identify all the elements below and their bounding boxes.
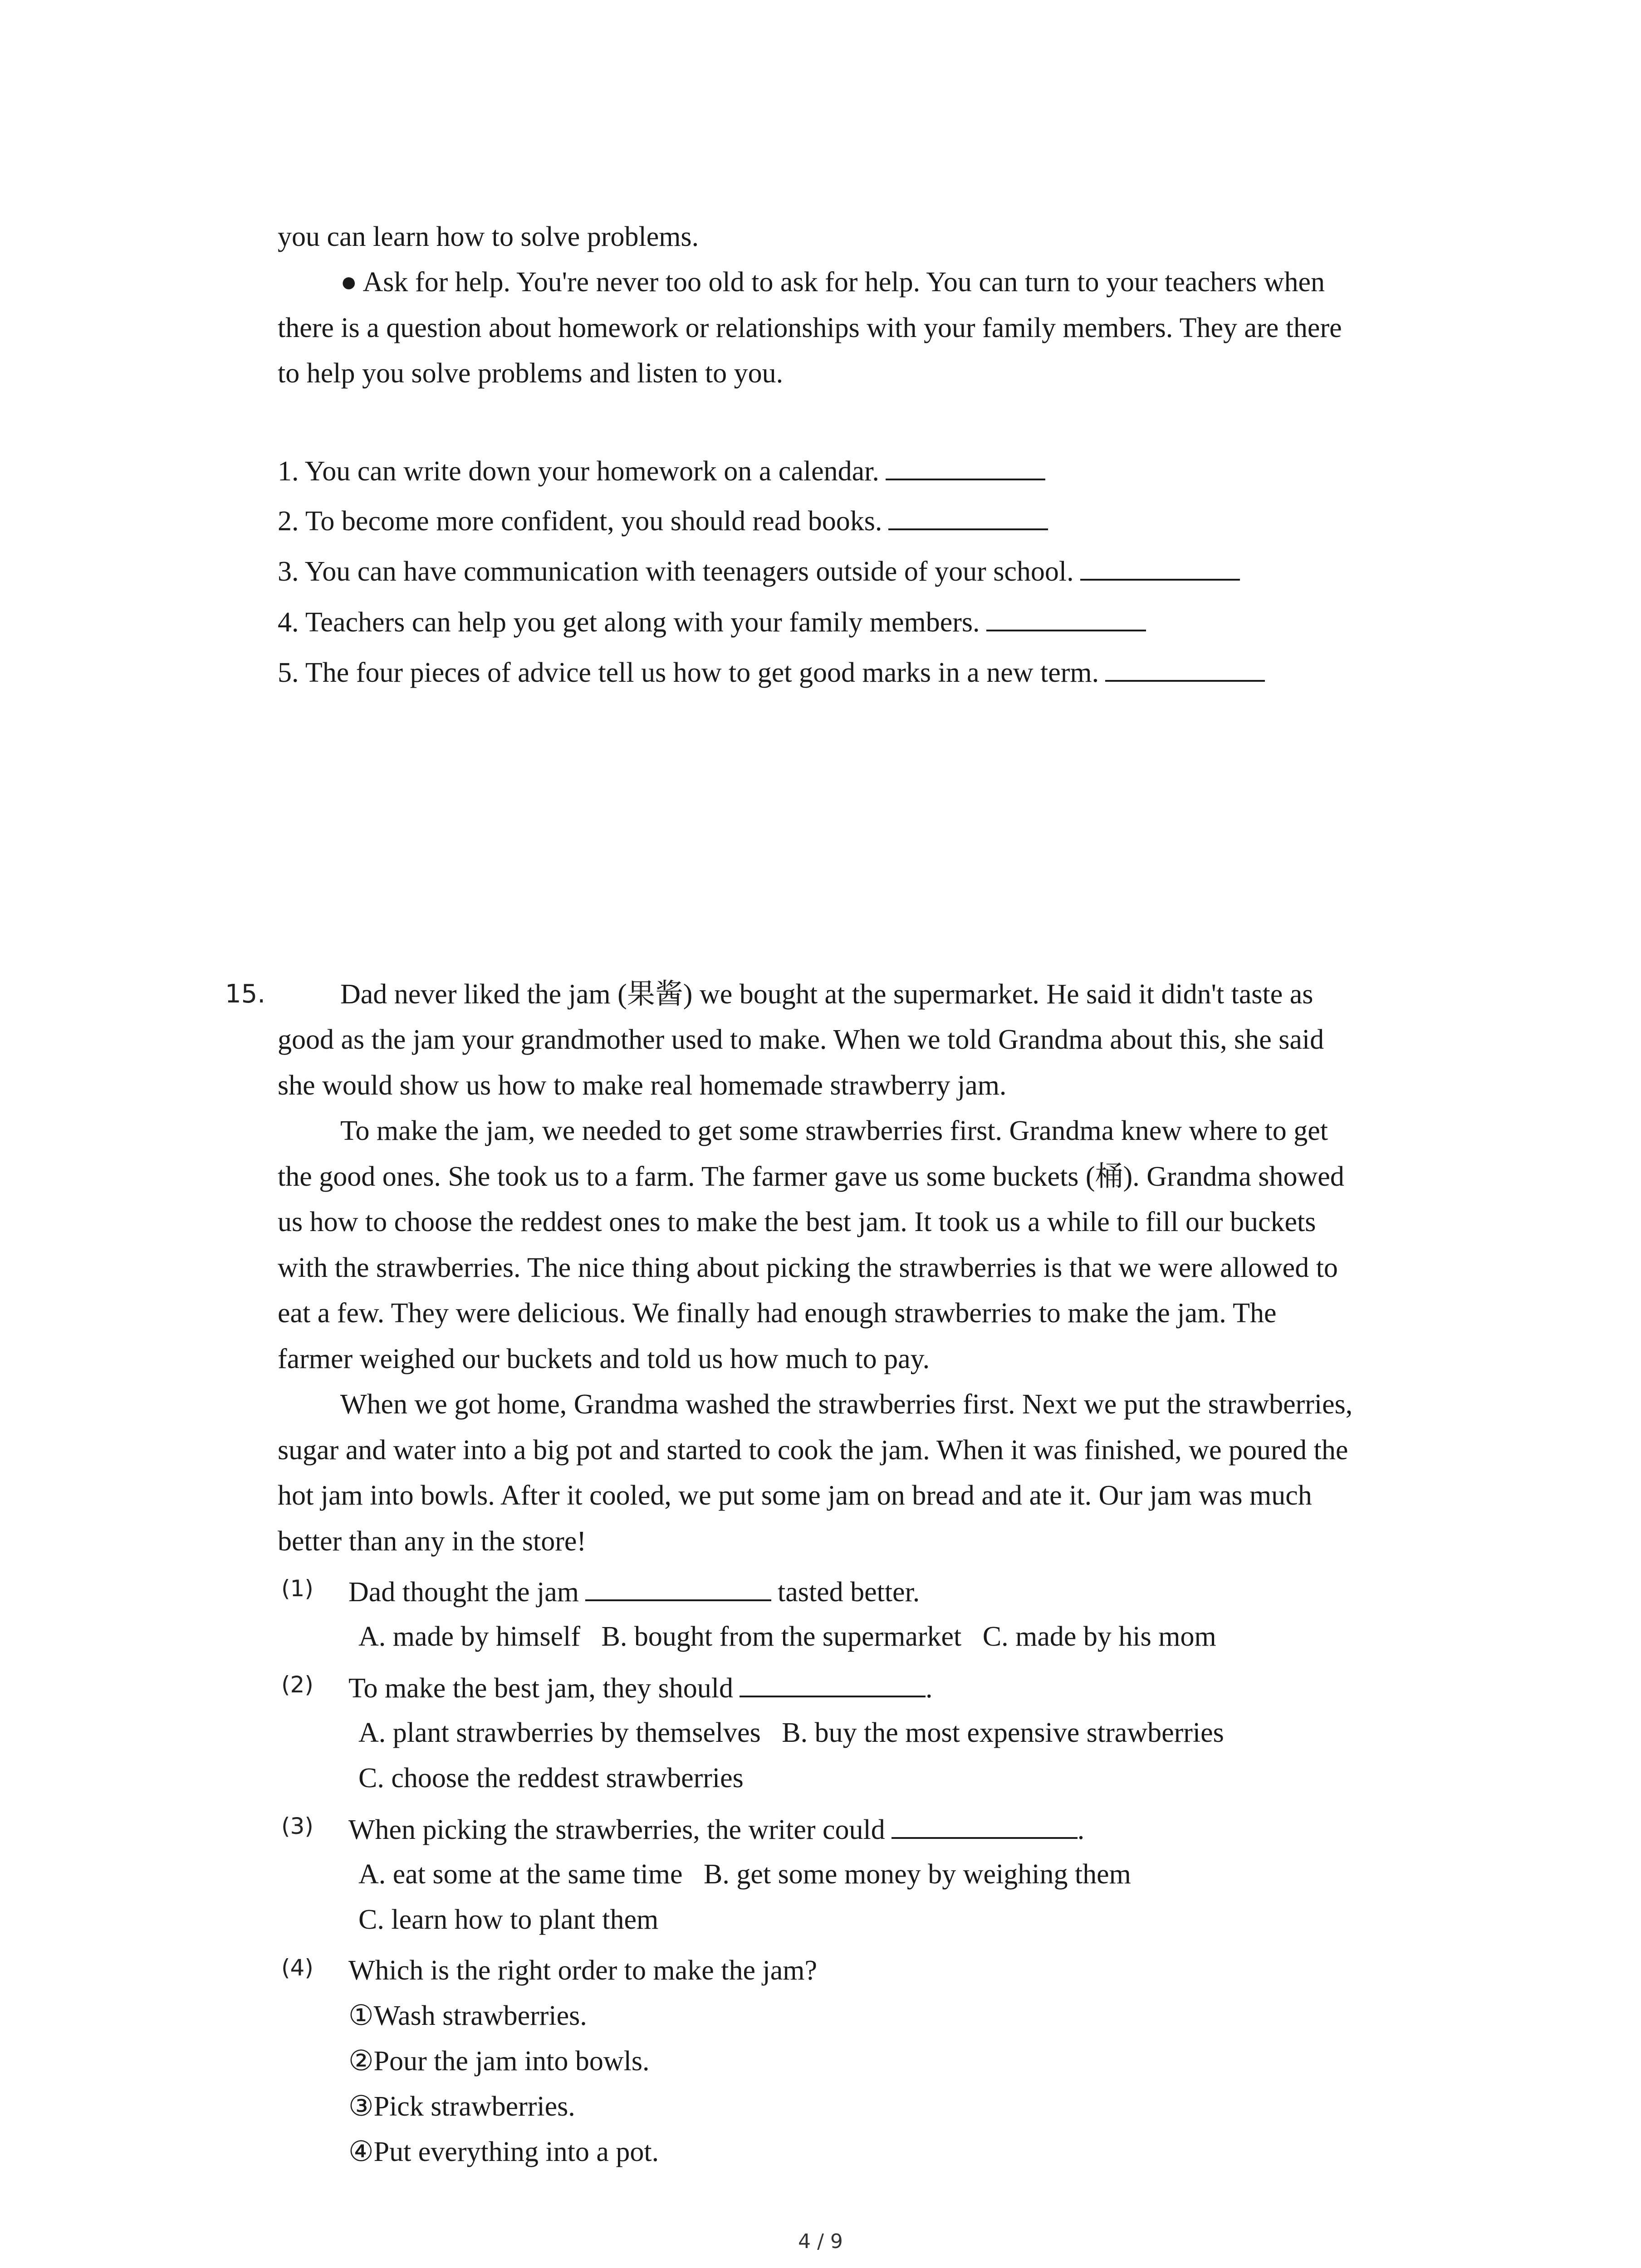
bullet-paragraph-line: to help you solve problems and listen to you. bbox=[278, 358, 784, 389]
option-line: A. eat some at the same time B. get some money by weighing them bbox=[358, 1859, 1131, 1890]
tf-statement-text: 4. Teachers can help you get along with your family members. bbox=[278, 607, 980, 638]
sub-question-number: (4) bbox=[281, 1955, 314, 1981]
tf-statement bbox=[278, 502, 1048, 539]
sub-question-number: (1) bbox=[281, 1575, 314, 1602]
bullet-paragraph-line: there is a question about homework or relationships with your family members. They are there bbox=[278, 313, 1342, 343]
answer-blank[interactable] bbox=[886, 452, 1045, 480]
stem-text: When picking the strawberries, the writer could bbox=[348, 1814, 885, 1845]
q15-passage-line: good as the jam your grandmother used to make. When we told Grandma about this, she said bbox=[278, 1024, 1324, 1055]
tf-statement-text: 1. You can write down your homework on a calendar. bbox=[278, 456, 879, 487]
q15-passage-line: When we got home, Grandma washed the strawberries first. Next we put the strawberries, bbox=[340, 1389, 1353, 1420]
order-option: ①Wash strawberries. bbox=[348, 2000, 587, 2031]
order-option: ③Pick strawberries. bbox=[348, 2091, 575, 2122]
sub-question-number: (3) bbox=[281, 1813, 314, 1839]
option-line: A. made by himself B. bought from the supermarket C. made by his mom bbox=[358, 1621, 1216, 1652]
tf-statement bbox=[278, 452, 1045, 489]
answer-blank[interactable] bbox=[892, 1811, 1078, 1839]
answer-blank[interactable] bbox=[1105, 654, 1265, 682]
option-line: A. plant strawberries by themselves B. buy the most expensive strawberries bbox=[358, 1717, 1224, 1748]
option-line: C. learn how to plant them bbox=[358, 1904, 659, 1935]
stem-text: . bbox=[926, 1673, 933, 1704]
tf-statement bbox=[278, 552, 1240, 590]
tf-statement bbox=[278, 654, 1265, 691]
sub-question-stem bbox=[348, 1573, 920, 1610]
option-line: C. choose the reddest strawberries bbox=[358, 1763, 744, 1794]
answer-blank[interactable] bbox=[888, 502, 1048, 530]
sub-question-stem bbox=[348, 1811, 1084, 1848]
q15-passage-line: with the strawberries. The nice thing about picking the strawberries is that we were allowed to bbox=[278, 1252, 1338, 1283]
tf-statement bbox=[278, 603, 1146, 640]
order-option: ②Pour the jam into bowls. bbox=[348, 2046, 650, 2077]
answer-blank[interactable] bbox=[585, 1573, 771, 1601]
q15-passage-line: better than any in the store! bbox=[278, 1526, 587, 1557]
stem-text: tasted better. bbox=[777, 1577, 920, 1608]
tf-statement-text: 5. The four pieces of advice tell us how to get good marks in a new term. bbox=[278, 657, 1099, 688]
q15-passage-line: Dad never liked the jam (果酱) we bought at the supermarket. He said it didn't taste as bbox=[340, 979, 1313, 1010]
passage-line: you can learn how to solve problems. bbox=[278, 221, 699, 252]
q15-passage-line: farmer weighed our buckets and told us how much to pay. bbox=[278, 1344, 930, 1374]
page-number: 4 / 9 bbox=[798, 2230, 843, 2253]
sub-question-number: (2) bbox=[281, 1672, 314, 1698]
answer-blank[interactable] bbox=[740, 1669, 926, 1697]
q15-passage-line: the good ones. She took us to a farm. The farmer gave us some buckets (桶). Grandma showed bbox=[278, 1161, 1344, 1192]
answer-blank[interactable] bbox=[986, 603, 1146, 631]
stem-text: Dad thought the jam bbox=[348, 1577, 579, 1608]
q15-passage-line: sugar and water into a big pot and started to cook the jam. When it was finished, we poured the bbox=[278, 1435, 1348, 1466]
order-option: ④Put everything into a pot. bbox=[348, 2136, 659, 2167]
q15-passage-line: she would show us how to make real homemade strawberry jam. bbox=[278, 1070, 1007, 1101]
question-number: 15. bbox=[225, 979, 266, 1009]
tf-statement-text: 3. You can have communication with teenagers outside of your school. bbox=[278, 556, 1074, 587]
tf-statement-text: 2. To become more confident, you should read books. bbox=[278, 506, 882, 537]
sub-question-stem: Which is the right order to make the jam? bbox=[348, 1955, 817, 1986]
q15-passage-line: hot jam into bowls. After it cooled, we put some jam on bread and ate it. Our jam was much bbox=[278, 1480, 1312, 1511]
q15-passage-line: To make the jam, we needed to get some strawberries first. Grandma knew where to get bbox=[340, 1115, 1328, 1146]
sub-question-stem bbox=[348, 1669, 933, 1706]
stem-text: . bbox=[1077, 1814, 1085, 1845]
answer-blank[interactable] bbox=[1080, 552, 1240, 581]
stem-text: To make the best jam, they should bbox=[348, 1673, 733, 1704]
q15-passage-line: us how to choose the reddest ones to make the best jam. It took us a while to fill our buckets bbox=[278, 1207, 1316, 1237]
bullet-paragraph-line: ● Ask for help. You're never too old to ask for help. You can turn to your teachers when bbox=[340, 267, 1325, 298]
q15-passage-line: eat a few. They were delicious. We finally had enough strawberries to make the jam. The bbox=[278, 1298, 1277, 1329]
